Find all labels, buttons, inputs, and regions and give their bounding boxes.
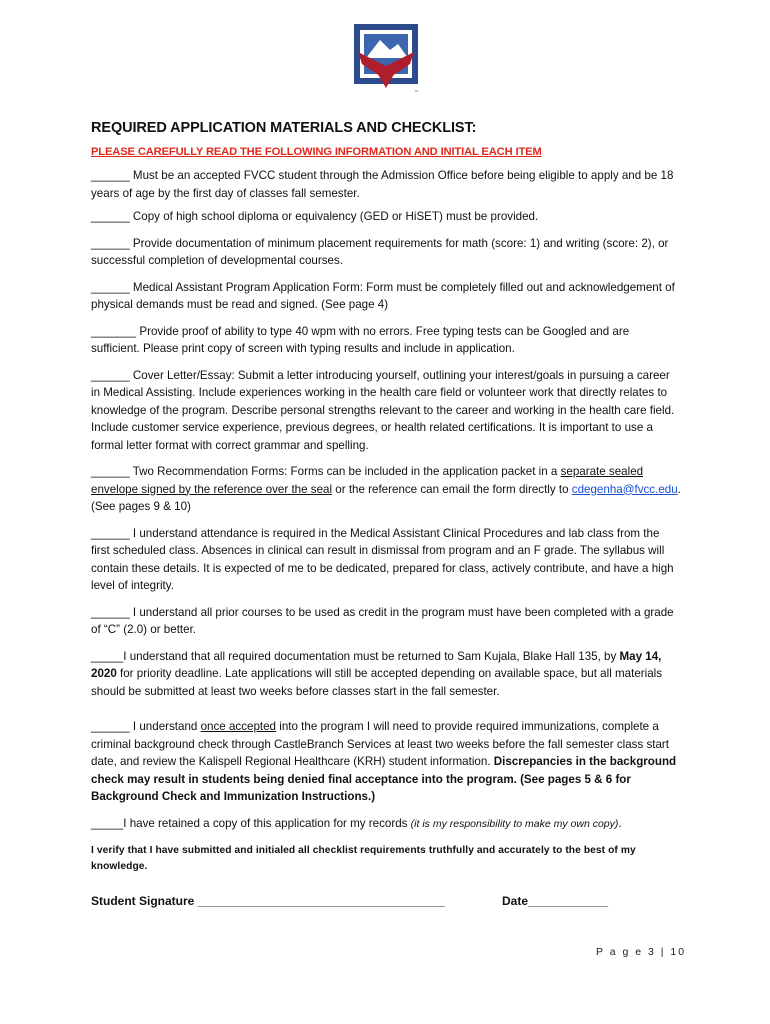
checklist-item-2: ______ Copy of high school diploma or equivalency (GED or HiSET) must be provided. (91, 210, 539, 223)
signature-line[interactable]: _____________________________________ (197, 894, 445, 908)
initial-blank[interactable]: ______ (91, 526, 130, 540)
checklist-item-1: ______ Must be an accepted FVCC student through the Admission Office before being eligible to apply and be 18 years of age by the first day of classes fall semester. (91, 169, 674, 200)
sealed-envelope-note: separate sealed envelope signed by the reference over the seal (91, 465, 644, 496)
checklist-item-4: ______ Medical Assistant Program Application Form: Form must be completely filled out and acknowledgement of physical demands must be read and signed. (See page 4) (91, 280, 675, 311)
signature-row (91, 893, 681, 911)
initial-blank[interactable]: ______ (91, 210, 130, 223)
background-check-warning: Discrepancies in the background check may result in students being denied final acceptance into the program. (See pages 5 & 6 for Background Check and Immunization Instructions.) (91, 755, 677, 803)
initial-blank[interactable]: ______ (91, 280, 130, 294)
initial-blank[interactable]: ______ (91, 169, 130, 182)
svg-text:™: ™ (414, 90, 419, 96)
instructions-subheading: PLEASE CAREFULLY READ THE FOLLOWING INFORMATION AND INITIAL EACH ITEM (91, 145, 542, 158)
date-field[interactable] (502, 893, 608, 911)
page-title: REQUIRED APPLICATION MATERIALS AND CHECKLIST: (91, 120, 477, 136)
checklist-item-5: _______ Provide proof of ability to type 40 wpm with no errors. Free typing tests can be Googled and are sufficient. Please print copy of screen with typing results and include in application. (91, 324, 630, 355)
student-signature-field[interactable] (91, 893, 445, 911)
initial-blank[interactable]: _____ (91, 649, 124, 663)
college-logo (350, 18, 426, 98)
responsibility-note: (it is my responsibility to make my own copy) (410, 817, 619, 830)
checklist-item-10: _____I understand that all required documentation must be returned to Sam Kujala, Blake Hall 135, by May 14, 2020 for priority deadline. Late applications will still be accepted depending on available space, but all materials should be submitted at least two weeks before classes start in the fall semester. (91, 649, 663, 698)
initial-blank[interactable]: _______ (91, 324, 137, 338)
checklist-item-6: ______ Cover Letter/Essay: Submit a letter introducing yourself, outlining your interest/goals in pursuing a career in Medical Assisting. Include experiences working in the health care field or volunteer work that directly relates to knowledge of the program. Describe personal strengths relevant to the career and working in the health care field. Include customer service experience, previous degrees, or health related certifications. It is important to use a formal letter format with correct grammar and spelling. (91, 368, 675, 452)
once-accepted-text: once accepted (200, 720, 277, 733)
checklist-item-9: ______ I understand all prior courses to be used as credit in the program must have been completed with a grade of “C” (2.0) or better. (91, 605, 674, 636)
checklist-document (91, 120, 681, 911)
verification-statement: I verify that I have submitted and initialed all checklist requirements truthfully and accurately to the best of my knowledge. (91, 845, 636, 872)
initial-blank[interactable]: _____ (91, 816, 124, 830)
email-link[interactable]: cdegenha@fvcc.edu (571, 482, 678, 496)
date-label: Date (502, 894, 529, 908)
initial-blank[interactable]: ______ (91, 465, 130, 478)
checklist-item-11: ______ I understand once accepted into the program I will need to provide required immunizations, complete a criminal background check through CastleBranch Services at least two weeks before the fall semester class start date, and review the Kalispell Regional Healthcare (KRH) student information. Discrepancies in the background check may result in students being denied final acceptance into the program. (See pages 5 & 6 for Background Check and Immunization Instructions.) (91, 720, 677, 803)
initial-blank[interactable]: ______ (91, 236, 130, 250)
page-number: P a g e 3 | 10 (596, 946, 687, 958)
checklist-item-7: ______ Two Recommendation Forms: Forms can be included in the application packet in a separate sealed envelope signed by the reference over the seal or the reference can email the form directly to cdegenha@fvcc.edu. (See pages 9 & 10) (91, 465, 681, 513)
checklist-item-3: ______ Provide documentation of minimum placement requirements for math (score: 1) and writing (score: 2), or successful completion of developmental courses. (91, 236, 669, 267)
deadline-date: May 14, 2020 (91, 649, 662, 680)
initial-blank[interactable]: ______ (91, 720, 130, 733)
checklist-item-12: _____I have retained a copy of this application for my records (it is my responsibility to make my own copy). (91, 816, 622, 830)
date-line[interactable]: ____________ (528, 894, 609, 908)
initial-blank[interactable]: ______ (91, 368, 130, 382)
initial-blank[interactable]: ______ (91, 605, 130, 619)
signature-label: Student Signature (91, 894, 195, 908)
checklist-item-8: ______ I understand attendance is required in the Medical Assistant Clinical Procedures and lab class from the first scheduled class. Absences in clinical can result in dismissal from program and an F grade. The syllabus will contain these details. It is expected of me to be dedicated, prepared for class, actively contribute, and have a high level of integrity. (91, 526, 674, 592)
